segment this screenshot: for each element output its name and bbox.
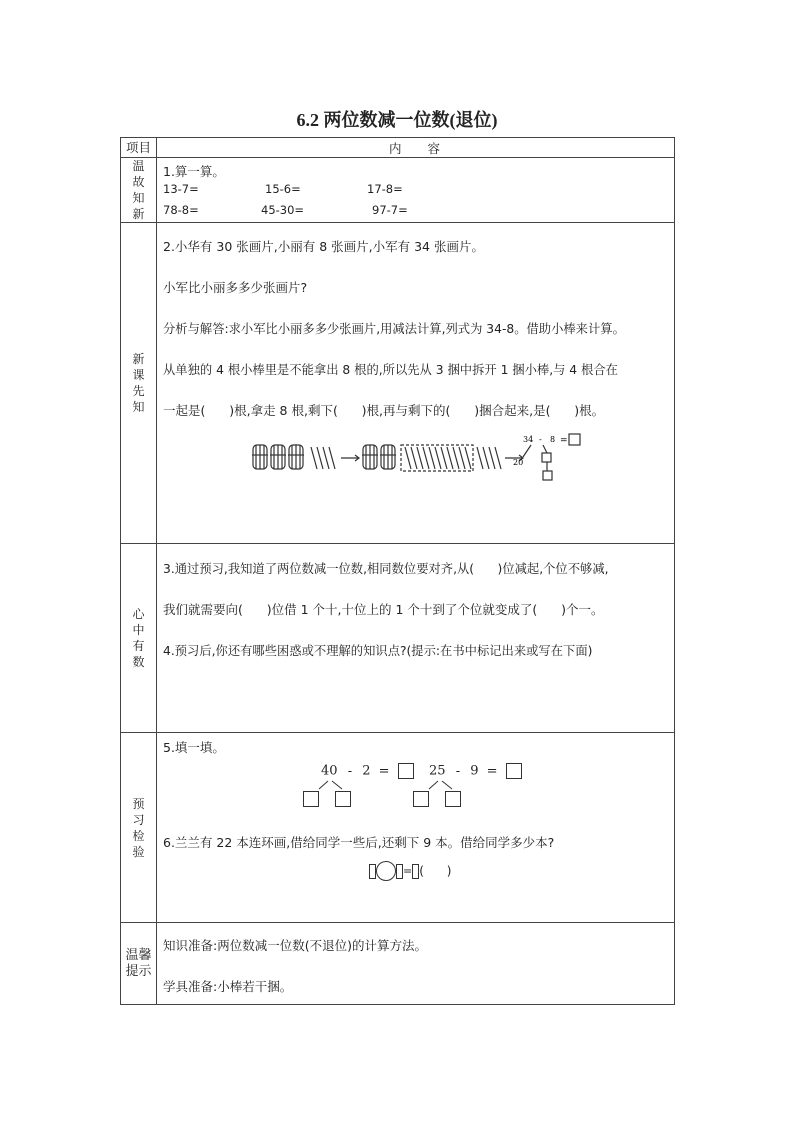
split-box[interactable] xyxy=(445,791,461,807)
expr: 17-8= xyxy=(367,182,403,196)
diagram-left-number: 34 xyxy=(523,435,534,444)
diagram-right-number: 8 xyxy=(550,435,556,444)
section-label-check: 预习检验 xyxy=(121,733,157,923)
answer-box[interactable] xyxy=(398,763,414,779)
expr: 15-6= xyxy=(265,182,301,196)
question-3-line1: 3.通过预习,我知道了两位数减一位数,相同数位要对齐,从( )位减起,个位不够减, xyxy=(163,562,609,576)
operator-circle[interactable] xyxy=(376,861,396,881)
formula-box[interactable] xyxy=(396,864,403,879)
header-content: 内 容 xyxy=(157,138,675,158)
expr: 78-8= xyxy=(163,203,199,217)
page-title: 6.2 两位数减一位数(退位) xyxy=(296,110,498,130)
answer-box[interactable] xyxy=(506,763,522,779)
knowledge-prep: 知识准备:两位数减一位数(不退位)的计算方法。 xyxy=(163,938,427,953)
question-1: 1.算一算。 xyxy=(163,164,225,179)
expr: 13-7= xyxy=(163,182,199,196)
question-5: 5.填一填。 xyxy=(163,740,225,755)
question-text: 小军比小丽多多少张画片? xyxy=(163,280,308,295)
stick-bundle-icon xyxy=(252,445,268,469)
analysis-text: 分析与解答:求小军比小丽多多少张画片,用减法计算,列式为 34-8。借助小棒来计算。 xyxy=(163,322,625,336)
section-label-mind: 心中有数 xyxy=(121,544,157,733)
explain-line: 从单独的 4 根小棒里是不能拿出 8 根的,所以先从 3 捆中拆开 1 捆小棒,与 4 根合在 xyxy=(163,363,618,377)
section-check xyxy=(157,733,675,923)
answer-formula: = ( ) xyxy=(369,861,451,883)
section-tips xyxy=(157,923,675,1005)
expr: 45-30= xyxy=(261,203,305,217)
stick-bundle-icon xyxy=(362,445,378,469)
section-label-review: 温故知新 xyxy=(121,158,157,223)
answer-paren: ( ) xyxy=(419,864,452,878)
stick-bundle-icon xyxy=(380,445,396,469)
equation-1: 40 - 2 = xyxy=(321,763,414,779)
section-label-tips: 温馨提示 xyxy=(121,923,157,1005)
question-6: 6.兰兰有 22 本连环画,借给同学一些后,还剩下 9 本。借给同学多少本? xyxy=(163,835,555,850)
stick-bundle-icon xyxy=(288,445,304,469)
tools-prep: 学具准备:小棒若干捆。 xyxy=(163,979,293,994)
split-box[interactable] xyxy=(335,791,351,807)
header-item: 项目 xyxy=(121,138,157,158)
diagram-equals: = xyxy=(560,436,568,446)
expr: 97-7= xyxy=(372,203,408,217)
formula-box[interactable] xyxy=(369,864,376,879)
diagram-minus: - xyxy=(539,435,542,444)
question-4: 4.预习后,你还有哪些困惑或不理解的知识点?(提示:在书中标记出来或写在下面) xyxy=(163,644,593,658)
section-new-lesson xyxy=(157,223,675,544)
fill-line: 一起是( )根,拿走 8 根,剩下( )根,再与剩下的( )捆合起来,是( )根。 xyxy=(163,403,605,418)
stick-bundle-icon xyxy=(270,445,286,469)
section-mind xyxy=(157,544,675,733)
diagram-split-label: 20 xyxy=(513,458,524,467)
section-review xyxy=(157,158,675,223)
section-label-new: 新课先知 xyxy=(121,223,157,544)
worksheet-table xyxy=(120,137,675,1005)
split-box[interactable] xyxy=(303,791,319,807)
sticks-diagram xyxy=(247,433,627,493)
question-3-line2: 我们就需要向( )位借 1 个十,十位上的 1 个十到了个位就变成了( )个一。 xyxy=(163,602,604,617)
equation-2: 25 - 9 = xyxy=(429,763,522,779)
split-box[interactable] xyxy=(413,791,429,807)
question-2: 2.小华有 30 张画片,小丽有 8 张画片,小军有 34 张画片。 xyxy=(163,239,484,254)
